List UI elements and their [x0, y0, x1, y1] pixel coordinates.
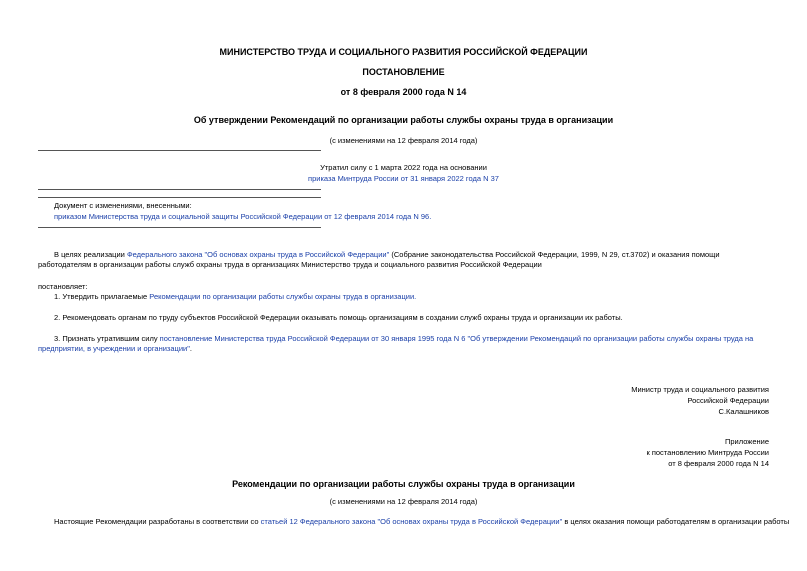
divider — [38, 150, 321, 151]
appendix-date: от 8 февраля 2000 года N 14 — [668, 459, 769, 468]
appendix-title: Рекомендации по организации работы службы охраны труда в организации — [232, 479, 575, 489]
page-title: Об утверждении Рекомендаций по организации работы службы охраны труда в организации — [193, 115, 614, 125]
intro-text: В целях реализации — [54, 250, 127, 259]
item-2: 2. Рекомендовать органам по труду субъектов Российской Федерации оказывать помощь организациям в создании служб охраны труда и организации их работы. — [54, 313, 623, 322]
appendix-intro-rest: в целях оказания помощи работодателям в организации работы — [562, 517, 790, 526]
divider — [38, 189, 321, 190]
repealed-resolution-link[interactable]: постановление Министерства труда Российской Федерации от 30 января 1995 года N 6 "Об утверждении Рекомендаций по организации работы службы охраны труда на предприятии, в учреждении и организации" — [38, 334, 754, 354]
resolves-text: постановляет: — [38, 282, 88, 291]
amended-note: (с изменениями на 12 февраля 2014 года) — [329, 136, 478, 145]
item-1 — [54, 292, 416, 302]
status-note-link[interactable]: приказа Минтруда России от 31 января 2022 года N 37 — [308, 174, 499, 183]
appendix-ref: к постановлению Минтруда России — [646, 448, 769, 457]
item-3-text: 3. Признать утратившим силу — [54, 334, 160, 343]
divider — [38, 197, 321, 198]
divider — [38, 227, 321, 228]
item-1-text: 1. Утвердить прилагаемые — [54, 292, 150, 301]
item-3-end: . — [189, 344, 192, 354]
ministry-heading: МИНИСТЕРСТВО ТРУДА И СОЦИАЛЬНОГО РАЗВИТИЯ РОССИЙСКОЙ ФЕДЕРАЦИИ — [219, 47, 588, 57]
article-12-link[interactable]: статьей 12 Федерального закона "Об основах охраны труда в Российской Федерации" — [260, 517, 563, 526]
status-note-text: Утратил силу с 1 марта 2022 года на основании — [320, 163, 487, 172]
signature-country: Российской Федерации — [687, 396, 769, 405]
signature-title: Министр труда и социального развития — [631, 385, 769, 394]
appendix-intro-text: Настоящие Рекомендации разработаны в соответствии со — [54, 517, 261, 526]
appendix-label: Приложение — [725, 437, 769, 446]
appendix-intro — [54, 517, 789, 527]
recommendations-link[interactable]: Рекомендации по организации работы службы охраны труда в организации. — [149, 292, 417, 301]
changes-note-link[interactable]: приказом Министерства труда и социальной защиты Российской Федерации от 12 февраля 2014 года N 96. — [54, 212, 432, 221]
federal-law-link[interactable]: Федерального закона "Об основах охраны труда в Российской Федерации" — [126, 250, 390, 259]
item-3 — [38, 334, 770, 354]
intro-paragraph — [38, 250, 770, 270]
doc-type-heading: ПОСТАНОВЛЕНИЕ — [362, 67, 445, 77]
changes-note-text: Документ с изменениями, внесенными: — [54, 201, 192, 210]
appendix-amended-note: (с изменениями на 12 февраля 2014 года) — [329, 497, 478, 506]
doc-date-heading: от 8 февраля 2000 года N 14 — [340, 87, 467, 97]
signature-name: С.Калашников — [718, 407, 769, 416]
intro-text-rest: (Собрание законодательства Российской Федерации, 1999, N 29, ст.3702) и оказания помощи работодателям в организации работы служб охраны труда в организациях Министерство труда и социального развития Российской Федерации — [38, 250, 720, 270]
